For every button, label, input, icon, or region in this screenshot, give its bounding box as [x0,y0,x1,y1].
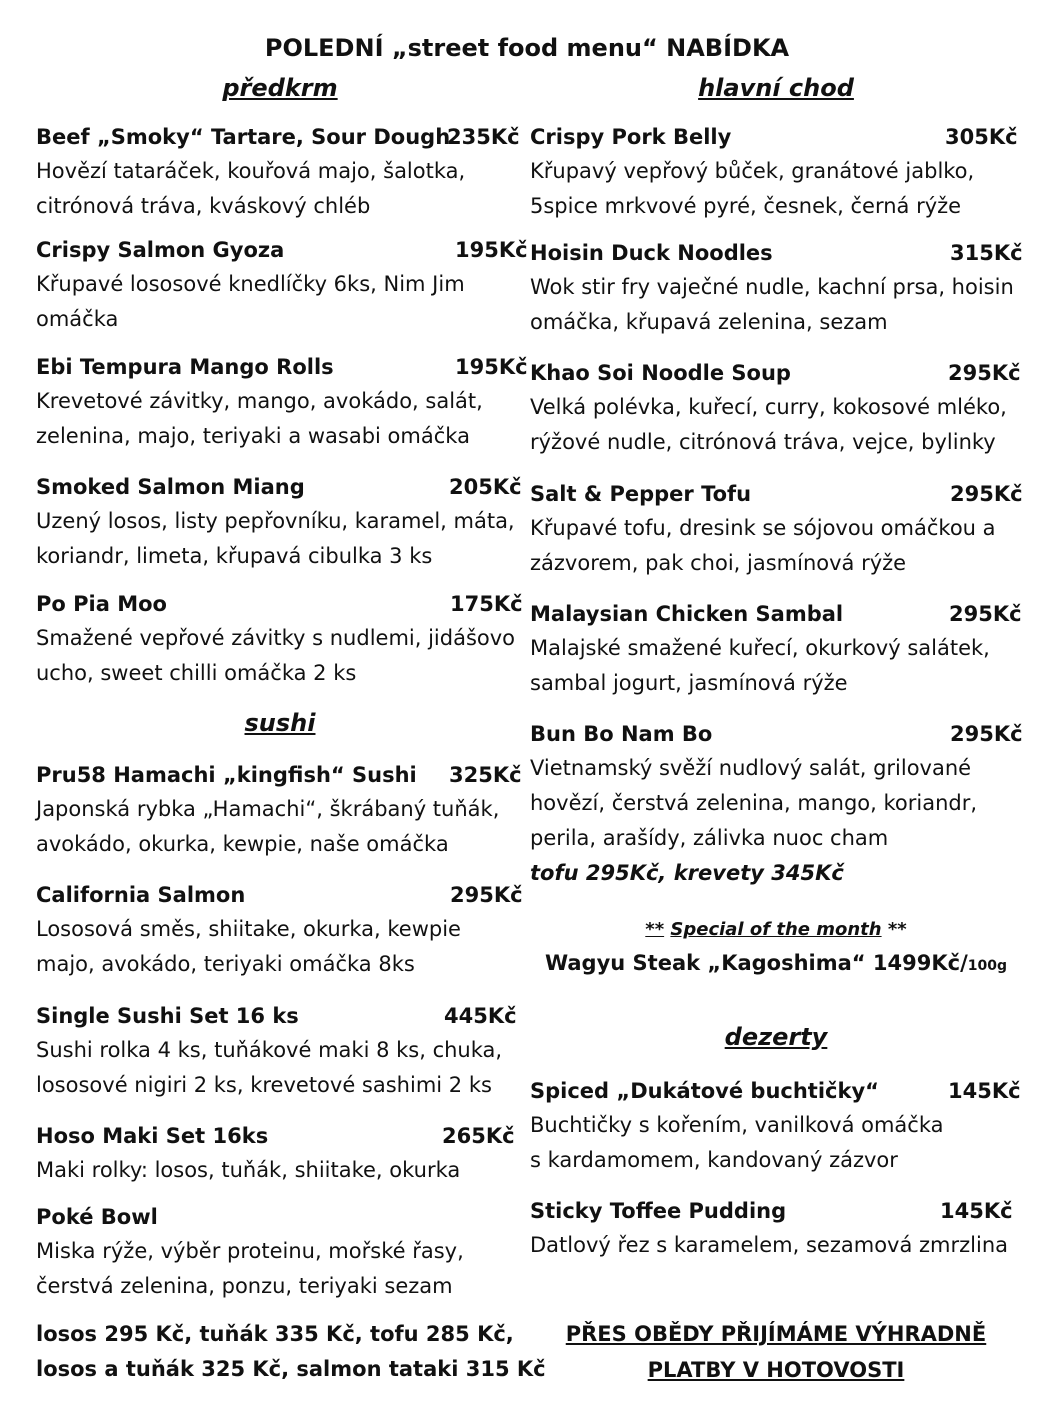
item-desc-line: zázvorem, pak choi, jasmínová rýže [530,551,907,575]
special-item [530,946,1022,983]
item-price: 175Kč [450,592,523,616]
item-price: 445Kč [444,1004,517,1028]
item-desc-line: omáčka [36,307,119,331]
item-desc-line: Lososová směs, shiitake, okurka, kewpie [36,917,461,941]
item-name: Malaysian Chicken Sambal [530,602,844,626]
item-desc-line: Japonská rybka „Hamachi“, škrábaný tuňák, [36,797,500,821]
item-name: Poké Bowl [36,1205,158,1229]
item-price: 305Kč [945,125,1018,149]
item-desc-line: omáčka, křupavá zelenina, sezam [530,310,888,334]
item-price: 315Kč [950,241,1023,265]
notice-line: PŘES OBĚDY PŘIJÍMÁME VÝHRADNĚ [565,1322,987,1346]
item-price: 295Kč [950,482,1023,506]
menu-item [530,120,1022,224]
bun-variants: tofu 295Kč, krevety 345Kč [530,861,844,885]
item-desc-line: lososové nigiri 2 ks, krevetové sashimi 2 ks [36,1073,492,1097]
section-heading-mains: hlavní chod [698,74,854,102]
poke-variants [36,1317,546,1387]
item-name: Spiced „Dukátové buchtičky“ [530,1079,879,1103]
item-name: Hoisin Duck Noodles [530,241,773,265]
section-heading-starters: předkrm [222,74,338,102]
menu-item [36,350,528,454]
menu-item [530,1194,1022,1263]
menu-title: POLEDNÍ „street food menu“ NABÍDKA [264,34,790,62]
item-desc-line: Vietnamský svěží nudlový salát, grilované [530,756,972,780]
special-price: 1499Kč/ [872,951,968,975]
item-desc-line: Velká polévka, kuřecí, curry, kokosové mléko, [530,395,1007,419]
item-desc-line: koriandr, limeta, křupavá cibulka 3 ks [36,544,433,568]
item-desc-line: Krevetové závitky, mango, avokádo, salát, [36,389,483,413]
special-label [530,915,1022,945]
special-stars: ** [887,919,907,940]
item-desc-line: Smažené vepřové závitky s nudlemi, jidášovo [36,626,516,650]
item-desc-line: zelenina, majo, teriyaki a wasabi omáčka [36,424,470,448]
notice-line: PLATBY V HOTOVOSTI [647,1358,905,1382]
item-desc-line: rýžové nudle, citrónová tráva, vejce, bylinky [530,430,996,454]
item-desc-line: Buchtičky s kořením, vanilková omáčka [530,1113,944,1137]
item-desc-line: Hovězí tataráček, kouřová majo, šalotka, [36,159,466,183]
menu-item [530,597,1022,701]
menu-item [530,477,1022,581]
item-price: 145Kč [940,1199,1013,1223]
item-desc-line: Datlový řez s karamelem, sezamová zmrzlina [530,1233,1009,1257]
section-heading-desserts: dezerty [724,1023,828,1051]
menu-item [530,356,1022,460]
item-price: 325Kč [449,763,522,787]
item-price: 235Kč [447,125,520,149]
menu-item [36,999,524,1103]
item-desc-line: ucho, sweet chilli omáčka 2 ks [36,661,357,685]
item-price: 295Kč [949,602,1022,626]
item-name: California Salmon [36,883,246,907]
item-price: 195Kč [455,355,528,379]
item-name: Bun Bo Nam Bo [530,722,713,746]
section-heading-sushi: sushi [244,709,316,737]
item-desc-line: perila, arašídy, zálivka nuoc cham [530,826,889,850]
item-price: 145Kč [948,1079,1021,1103]
item-desc-line: 5spice mrkvové pyré, česnek, černá rýže [530,194,962,218]
item-desc-line: Křupavé lososové knedlíčky 6ks, Nim Jim [36,272,465,296]
variant-line: losos 295 Kč, tuňák 335 Kč, tofu 285 Kč, [36,1322,514,1346]
menu-item [36,587,524,691]
item-name: Salt & Pepper Tofu [530,482,752,506]
item-desc-line: Wok stir fry vaječné nudle, kachní prsa, hoisin [530,275,1014,299]
item-price: 265Kč [442,1124,515,1148]
special-stars: ** [645,919,665,940]
menu-item [530,717,1022,891]
item-desc-line: sambal jogurt, jasmínová rýže [530,671,848,695]
item-name: Hoso Maki Set 16ks [36,1124,269,1148]
item-name: Beef „Smoky“ Tartare, Sour Dough [36,125,451,149]
item-desc-line: Maki rolky: losos, tuňák, shiitake, okurka [36,1158,461,1182]
item-desc-line: Křupavý vepřový bůček, granátové jablko, [530,159,975,183]
item-price: 295Kč [948,361,1021,385]
item-desc-line: Sushi rolka 4 ks, tuňákové maki 8 ks, chuka, [36,1038,503,1062]
item-price: 295Kč [450,883,523,907]
item-name: Crispy Salmon Gyoza [36,238,285,262]
payment-notice [530,1316,1022,1388]
variant-line: losos a tuňák 325 Kč, salmon tataki 315 Kč [36,1357,546,1381]
menu-item [36,120,524,224]
item-name: Sticky Toffee Pudding [530,1199,787,1223]
item-name: Ebi Tempura Mango Rolls [36,355,334,379]
item-desc-line: Malajské smažené kuřecí, okurkový salátek, [530,636,990,660]
menu-item [530,1074,1022,1178]
item-desc-line: Miska rýže, výběr proteinu, mořské řasy, [36,1239,464,1263]
item-name: Smoked Salmon Miang [36,475,305,499]
menu-item [530,236,1022,340]
special-label-text: Special of the month [670,919,882,940]
item-price: 195Kč [455,238,528,262]
menu-item [36,470,524,574]
menu-item [36,758,524,862]
menu-item [36,1119,524,1188]
item-desc-line: majo, avokádo, teriyaki omáčka 8ks [36,952,415,976]
special-unit: 100g [967,958,1008,974]
item-name: Khao Soi Noodle Soup [530,361,791,385]
item-name: Crispy Pork Belly [530,125,732,149]
menu-item [36,1200,524,1304]
item-desc-line: čerstvá zelenina, ponzu, teriyaki sezam [36,1274,453,1298]
item-desc-line: Uzený losos, listy pepřovníku, karamel, máta, [36,509,515,533]
item-desc-line: hovězí, čerstvá zelenina, mango, koriandr, [530,791,978,815]
item-desc-line: s kardamomem, kandovaný zázvor [530,1148,898,1172]
menu-item [36,233,528,337]
item-price: 205Kč [449,475,522,499]
item-name: Po Pia Moo [36,592,167,616]
special-name: Wagyu Steak „Kagoshima“ [544,951,866,975]
item-desc-line: Křupavé tofu, dresink se sójovou omáčkou a [530,516,996,540]
menu-item [36,878,524,982]
item-name: Single Sushi Set 16 ks [36,1004,299,1028]
item-desc-line: avokádo, okurka, kewpie, naše omáčka [36,832,449,856]
item-price: 295Kč [950,722,1023,746]
item-desc-line: citrónová tráva, kváskový chléb [36,194,371,218]
item-name: Pru58 Hamachi „kingfish“ Sushi [36,763,417,787]
